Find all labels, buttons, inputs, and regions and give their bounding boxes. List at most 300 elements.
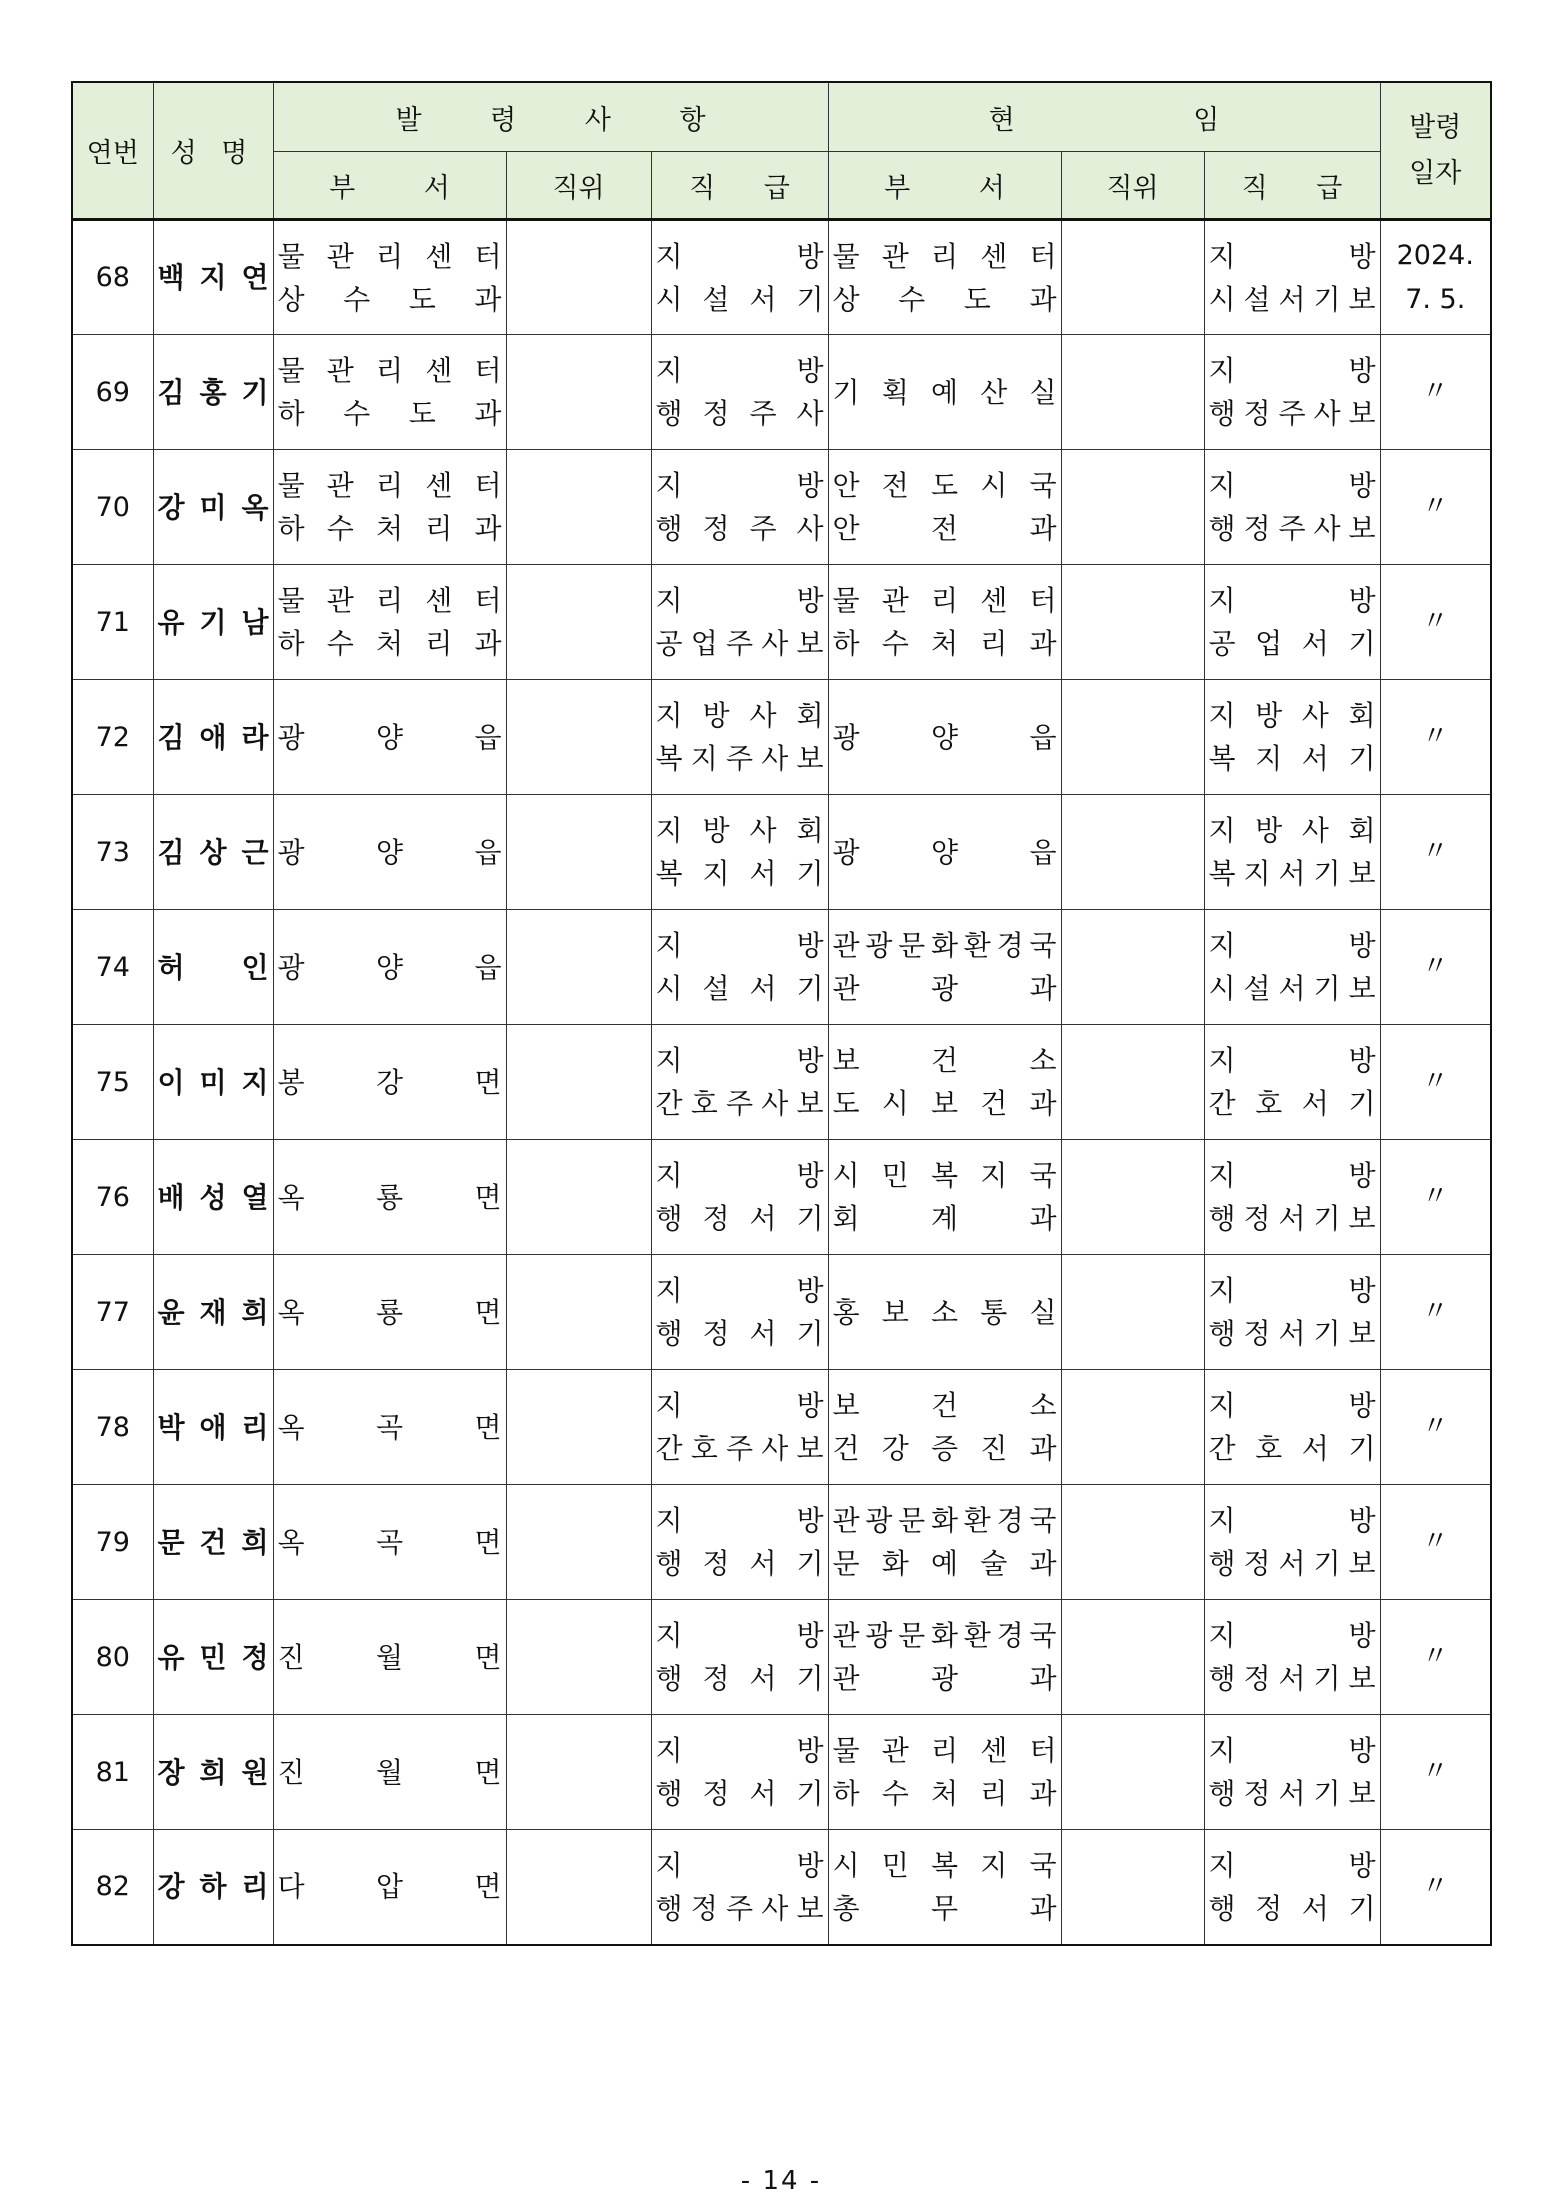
cell-line: 시 설 서 기 보: [1208, 972, 1376, 1005]
order-position: [506, 1715, 651, 1830]
cell-line: 행 정 서 기 보: [1208, 1547, 1376, 1580]
order-date-line: 7. 5.: [1405, 283, 1466, 315]
current-grade-lines: [1205, 809, 1380, 895]
current-grade: [1204, 680, 1380, 795]
order-position: [506, 1600, 651, 1715]
cell-line: 지 방: [1208, 1389, 1376, 1422]
order-position: [506, 565, 651, 680]
person-name: [153, 565, 273, 680]
table-body: [72, 220, 1491, 1945]
order-position: [506, 1485, 651, 1600]
cell-line: 행 정 주 사 보: [655, 1891, 824, 1925]
cell-line: 홍 보 소 통 실: [832, 1295, 1057, 1329]
current-dept-lines: [829, 1384, 1061, 1470]
order-date-line: 〃: [1421, 836, 1449, 867]
current-dept-lines: [829, 1614, 1061, 1700]
current-position: [1061, 795, 1204, 910]
current-grade: [1204, 910, 1380, 1025]
table-row: [72, 1485, 1491, 1600]
order-grade: [651, 795, 828, 910]
current-dept-lines: [829, 831, 1061, 874]
order-grade: [651, 1255, 828, 1370]
cell-line: 옥 룡 면: [277, 1295, 502, 1329]
table-row: [72, 335, 1491, 450]
cell-line: 행 정 서 기: [655, 1662, 824, 1695]
person-name: [153, 450, 273, 565]
order-position: [506, 795, 651, 910]
table-row: [72, 450, 1491, 565]
order-date-line: 〃: [1421, 1066, 1449, 1097]
cell-line: 지 방: [1208, 239, 1376, 273]
order-position: [506, 910, 651, 1025]
cell-line: 행 정 주 사 보: [1208, 512, 1376, 545]
table-row: [72, 1025, 1491, 1140]
order-date-line: 〃: [1421, 1181, 1449, 1212]
cell-line: 지 방 사 회: [1208, 814, 1376, 847]
order-dept-lines: [274, 1521, 506, 1564]
current-grade-lines: [1205, 1499, 1380, 1585]
cell-line: 지 방: [1208, 1044, 1376, 1077]
order-date-line: 〃: [1421, 376, 1449, 407]
cell-line: 관 광 문 화 환 경 국: [832, 1619, 1057, 1652]
order-date: [1380, 1485, 1491, 1600]
cell-line: 건 강 증 진 과: [832, 1432, 1057, 1465]
header-cur-grade: [1204, 152, 1380, 220]
cell-line: 간 호 서 기: [1208, 1087, 1376, 1120]
current-grade: [1204, 335, 1380, 450]
order-dept: [273, 795, 506, 910]
current-dept: [828, 1370, 1061, 1485]
order-grade: [651, 1715, 828, 1830]
table-row: [72, 1715, 1491, 1830]
cell-line: 지 방: [655, 469, 824, 502]
table-row: [72, 1600, 1491, 1715]
cell-line: 지 방: [655, 929, 824, 962]
row-number: 80: [72, 1600, 153, 1715]
row-number: 74: [72, 910, 153, 1025]
current-grade-lines: [1205, 694, 1380, 780]
cell-line: 광 양 읍: [277, 720, 502, 754]
row-number: 73: [72, 795, 153, 910]
current-dept: [828, 1025, 1061, 1140]
order-date-line: 〃: [1421, 1756, 1449, 1787]
order-dept: [273, 565, 506, 680]
order-position: [506, 1830, 651, 1945]
row-number: 70: [72, 450, 153, 565]
order-date-line: 2024.: [1396, 239, 1474, 271]
order-date: [1380, 910, 1491, 1025]
order-date-line: 〃: [1421, 606, 1449, 637]
person-name-text: 장 희 원: [157, 1755, 269, 1789]
cell-line: 행 정 주 사 보: [1208, 397, 1376, 430]
table-row: [72, 1370, 1491, 1485]
person-name-text: 이 미 지: [157, 1065, 269, 1099]
current-position: [1061, 1025, 1204, 1140]
current-grade-lines: [1205, 1154, 1380, 1240]
order-position: [506, 1025, 651, 1140]
cell-line: 지 방: [655, 1044, 824, 1077]
order-grade: [651, 335, 828, 450]
cell-line: 관 광 과: [832, 972, 1057, 1005]
order-dept-lines: [274, 1751, 506, 1794]
cell-line: 지 방 사 회: [655, 814, 824, 847]
order-dept: [273, 1715, 506, 1830]
person-name: [153, 1600, 273, 1715]
cell-line: 지 방: [655, 1504, 824, 1537]
cell-line: 하 수 처 리 과: [832, 1777, 1057, 1810]
header-order-dept-text: 부 서: [329, 172, 450, 204]
order-grade-lines: [652, 1039, 828, 1125]
current-dept: [828, 565, 1061, 680]
cell-line: 시 민 복 지 국: [832, 1159, 1057, 1192]
cell-line: 기 획 예 산 실: [832, 375, 1057, 409]
person-name: [153, 1370, 273, 1485]
current-dept: [828, 1600, 1061, 1715]
current-grade: [1204, 220, 1380, 335]
current-grade-lines: [1205, 1269, 1380, 1355]
order-date-line: 〃: [1421, 1411, 1449, 1442]
cell-line: 관 광 문 화 환 경 국: [832, 929, 1057, 962]
cell-line: 시 설 서 기: [655, 282, 824, 316]
person-name: [153, 1485, 273, 1600]
current-position: [1061, 1370, 1204, 1485]
cell-line: 물 관 리 센 터: [832, 1734, 1057, 1767]
order-dept-lines: [274, 1636, 506, 1679]
cell-line: 간 호 서 기: [1208, 1432, 1376, 1465]
person-name: [153, 335, 273, 450]
current-grade: [1204, 1485, 1380, 1600]
cell-line: 다 압 면: [277, 1870, 502, 1904]
order-position: [506, 1370, 651, 1485]
cell-line: 행 정 서 기: [655, 1317, 824, 1350]
cell-line: 물 관 리 센 터: [832, 239, 1057, 273]
order-grade: [651, 1830, 828, 1945]
order-grade-lines: [652, 349, 828, 435]
current-position: [1061, 220, 1204, 335]
current-dept: [828, 910, 1061, 1025]
order-grade-lines: [652, 809, 828, 895]
cell-line: 행 정 서 기: [655, 1202, 824, 1235]
header-name-text: 성 명: [170, 138, 256, 169]
current-grade: [1204, 1600, 1380, 1715]
cell-line: 도 시 보 건 과: [832, 1087, 1057, 1120]
current-dept-lines: [829, 235, 1061, 321]
header-current: [828, 82, 1380, 152]
cell-line: 지 방: [655, 1848, 824, 1882]
person-name: [153, 910, 273, 1025]
order-grade: [651, 1140, 828, 1255]
order-dept: [273, 1140, 506, 1255]
order-grade-lines: [652, 1154, 828, 1240]
row-number: 79: [72, 1485, 153, 1600]
order-grade: [651, 1370, 828, 1485]
cell-line: 공 업 서 기: [1208, 627, 1376, 660]
header-order: [273, 82, 828, 152]
order-date-line: 〃: [1421, 491, 1449, 522]
current-dept-lines: [829, 1039, 1061, 1125]
order-grade-lines: [652, 1729, 828, 1815]
header-cur-pos: 직위: [1061, 152, 1204, 220]
person-name: [153, 1715, 273, 1830]
current-grade-lines: [1205, 924, 1380, 1010]
person-name: [153, 680, 273, 795]
cell-line: 관 광 문 화 환 경 국: [832, 1504, 1057, 1537]
order-grade: [651, 1600, 828, 1715]
order-dept: [273, 1370, 506, 1485]
cell-line: 지 방: [655, 1159, 824, 1192]
header-order-text: 발 령 사 항: [395, 104, 706, 136]
order-date: [1380, 450, 1491, 565]
header-cur-grade-text: 직 급: [1241, 172, 1343, 204]
person-name-text: 김 상 근: [157, 835, 269, 869]
current-dept-lines: [829, 579, 1061, 665]
current-grade-lines: [1205, 1614, 1380, 1700]
person-name-text: 강 미 옥: [157, 490, 269, 524]
header-name: [153, 82, 273, 220]
current-dept: [828, 1255, 1061, 1370]
order-position: [506, 1140, 651, 1255]
header-date-text: 발령 일자: [1409, 111, 1462, 189]
current-grade-lines: [1205, 1844, 1380, 1930]
order-dept: [273, 1830, 506, 1945]
cell-line: 간 호 주 사 보: [655, 1432, 824, 1465]
order-date-line: 〃: [1421, 1870, 1449, 1902]
order-dept-lines: [274, 1865, 506, 1908]
current-position: [1061, 450, 1204, 565]
current-dept-lines: [829, 1154, 1061, 1240]
person-name-text: 강 하 리: [157, 1870, 269, 1904]
header-order-pos: 직위: [506, 152, 651, 220]
current-grade-lines: [1205, 1384, 1380, 1470]
order-date: [1380, 1370, 1491, 1485]
order-date: [1380, 795, 1491, 910]
order-dept-lines: [274, 716, 506, 759]
order-dept-lines: [274, 1176, 506, 1219]
person-name-text: 김 애 라: [157, 720, 269, 754]
cell-line: 지 방: [1208, 469, 1376, 502]
cell-line: 간 호 주 사 보: [655, 1087, 824, 1120]
person-name-text: 배 성 열: [157, 1180, 269, 1214]
cell-line: 시 설 서 기 보: [1208, 282, 1376, 316]
row-number: 68: [72, 220, 153, 335]
current-grade: [1204, 565, 1380, 680]
order-dept: [273, 1600, 506, 1715]
cell-line: 지 방 사 회: [655, 699, 824, 732]
cell-line: 행 정 주 사: [655, 512, 824, 545]
order-dept-lines: [274, 579, 506, 665]
order-dept-lines: [274, 1291, 506, 1334]
current-grade-lines: [1205, 464, 1380, 550]
cell-line: 행 정 서 기 보: [1208, 1662, 1376, 1695]
person-name: [153, 1025, 273, 1140]
order-dept: [273, 910, 506, 1025]
order-position: [506, 1255, 651, 1370]
row-number: 77: [72, 1255, 153, 1370]
order-date: [1380, 680, 1491, 795]
current-grade: [1204, 795, 1380, 910]
order-dept-lines: [274, 1061, 506, 1104]
person-name-text: 백 지 연: [157, 261, 269, 294]
order-grade-lines: [652, 1384, 828, 1470]
header-no: 연번: [72, 82, 153, 220]
cell-line: 지 방: [1208, 584, 1376, 617]
current-dept-lines: [829, 924, 1061, 1010]
cell-line: 물 관 리 센 터: [277, 239, 502, 273]
current-dept: [828, 1830, 1061, 1945]
person-name: [153, 220, 273, 335]
cell-line: 행 정 서 기: [1208, 1891, 1376, 1925]
order-date-line: 〃: [1421, 1641, 1449, 1672]
cell-line: 광 양 읍: [277, 950, 502, 984]
order-dept: [273, 680, 506, 795]
order-date: [1380, 1715, 1491, 1830]
cell-line: 지 방: [1208, 1848, 1376, 1882]
cell-line: 지 방: [1208, 1274, 1376, 1307]
cell-line: 시 설 서 기: [655, 972, 824, 1005]
current-grade-lines: [1205, 235, 1380, 321]
order-dept: [273, 220, 506, 335]
current-grade: [1204, 1255, 1380, 1370]
table-row: [72, 795, 1491, 910]
order-date-line: 〃: [1421, 1526, 1449, 1557]
current-grade-lines: [1205, 1729, 1380, 1815]
cell-line: 하 수 처 리 과: [277, 512, 502, 545]
current-grade: [1204, 1140, 1380, 1255]
order-date: [1380, 1830, 1491, 1945]
header-date: [1380, 82, 1491, 220]
order-dept-lines: [274, 1406, 506, 1449]
cell-line: 지 방: [655, 584, 824, 617]
current-position: [1061, 1830, 1204, 1945]
row-number: 82: [72, 1830, 153, 1945]
person-name: [153, 1255, 273, 1370]
current-grade-lines: [1205, 579, 1380, 665]
cell-line: 행 정 주 사: [655, 397, 824, 430]
current-grade: [1204, 1830, 1380, 1945]
cell-line: 지 방: [1208, 354, 1376, 387]
current-grade: [1204, 1715, 1380, 1830]
order-grade: [651, 680, 828, 795]
order-date: [1380, 565, 1491, 680]
current-dept: [828, 335, 1061, 450]
person-name: [153, 795, 273, 910]
person-name-text: 윤 재 희: [157, 1295, 269, 1329]
order-date: [1380, 220, 1491, 335]
current-position: [1061, 335, 1204, 450]
cell-line: 문 화 예 술 과: [832, 1547, 1057, 1580]
cell-line: 지 방 사 회: [1208, 699, 1376, 732]
cell-line: 지 방: [655, 1734, 824, 1767]
order-grade: [651, 450, 828, 565]
cell-line: 하 수 처 리 과: [277, 627, 502, 660]
current-dept-lines: [829, 1844, 1061, 1930]
current-grade-lines: [1205, 349, 1380, 435]
personnel-table: [71, 81, 1492, 1946]
cell-line: 지 방: [655, 1389, 824, 1422]
row-number: 78: [72, 1370, 153, 1485]
person-name: [153, 1830, 273, 1945]
current-dept-lines: [829, 464, 1061, 550]
current-grade-lines: [1205, 1039, 1380, 1125]
cell-line: 상 수 도 과: [832, 282, 1057, 316]
row-number: 81: [72, 1715, 153, 1830]
cell-line: 지 방: [655, 239, 824, 273]
order-grade-lines: [652, 579, 828, 665]
cell-line: 총 무 과: [832, 1891, 1057, 1925]
cell-line: 복 지 서 기: [655, 857, 824, 890]
row-number: 75: [72, 1025, 153, 1140]
current-dept-lines: [829, 1291, 1061, 1334]
cell-line: 진 월 면: [277, 1755, 502, 1789]
cell-line: 지 방: [655, 1619, 824, 1652]
current-position: [1061, 680, 1204, 795]
cell-line: 관 광 과: [832, 1662, 1057, 1695]
cell-line: 지 방: [1208, 1504, 1376, 1537]
person-name-text: 김 홍 기: [157, 375, 269, 409]
row-number: 69: [72, 335, 153, 450]
person-name-text: 유 민 정: [157, 1640, 269, 1674]
cell-line: 복 지 서 기: [1208, 742, 1376, 775]
person-name-text: 유 기 남: [157, 605, 269, 639]
order-date: [1380, 1140, 1491, 1255]
current-dept: [828, 795, 1061, 910]
current-dept: [828, 1140, 1061, 1255]
table-row: [72, 565, 1491, 680]
cell-line: 복 지 주 사 보: [655, 742, 824, 775]
current-grade: [1204, 1370, 1380, 1485]
cell-line: 물 관 리 센 터: [277, 584, 502, 617]
row-number: 72: [72, 680, 153, 795]
cell-line: 지 방: [1208, 929, 1376, 962]
current-position: [1061, 565, 1204, 680]
cell-line: 진 월 면: [277, 1640, 502, 1674]
order-dept-lines: [274, 235, 506, 321]
cell-line: 하 수 도 과: [277, 397, 502, 430]
cell-line: 보 건 소: [832, 1044, 1057, 1077]
cell-line: 물 관 리 센 터: [277, 354, 502, 387]
cell-line: 안 전 도 시 국: [832, 469, 1057, 502]
table-row: [72, 680, 1491, 795]
order-grade: [651, 1485, 828, 1600]
order-grade: [651, 910, 828, 1025]
order-grade-lines: [652, 235, 828, 321]
cell-line: 보 건 소: [832, 1389, 1057, 1422]
order-dept-lines: [274, 464, 506, 550]
cell-line: 행 정 서 기 보: [1208, 1317, 1376, 1350]
cell-line: 봉 강 면: [277, 1065, 502, 1099]
cell-line: 물 관 리 센 터: [832, 584, 1057, 617]
cell-line: 물 관 리 센 터: [277, 469, 502, 502]
cell-line: 옥 곡 면: [277, 1525, 502, 1559]
order-dept: [273, 335, 506, 450]
order-grade-lines: [652, 924, 828, 1010]
cell-line: 지 방: [1208, 1619, 1376, 1652]
order-dept: [273, 1485, 506, 1600]
cell-line: 행 정 서 기: [655, 1777, 824, 1810]
table-row: [72, 1255, 1491, 1370]
page-number: - 14 -: [740, 2166, 822, 2196]
order-grade-lines: [652, 1844, 828, 1930]
person-name-text: 문 건 희: [157, 1525, 269, 1559]
order-dept: [273, 1255, 506, 1370]
current-grade: [1204, 450, 1380, 565]
current-position: [1061, 1600, 1204, 1715]
cell-line: 시 민 복 지 국: [832, 1848, 1057, 1882]
current-dept-lines: [829, 716, 1061, 759]
header-order-dept: [273, 152, 506, 220]
order-grade-lines: [652, 1269, 828, 1355]
table-row: [72, 1830, 1491, 1945]
